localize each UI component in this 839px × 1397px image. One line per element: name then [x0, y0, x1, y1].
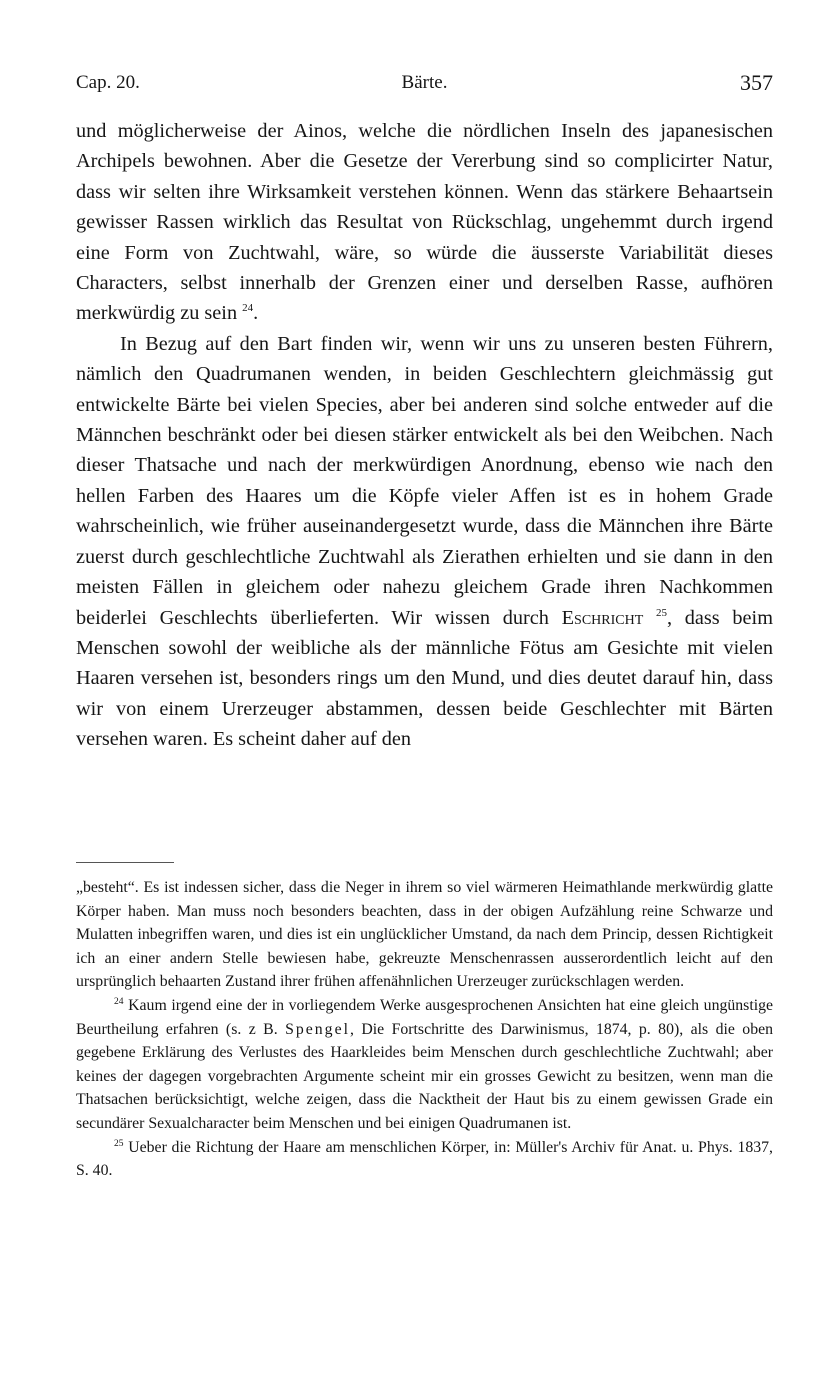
paragraph-1-text: und möglicherweise der Ainos, welche die nördlichen Inseln des japanesischen Archipels bewohnen. Aber die Gesetze der Vererbung sind so complicirter Natur, dass wir selten ihre Wirksamkeit verstehen können. Wenn das stärkere Behaartsein gewisser Rassen wirklich das Resultat von Rückschlag, ungehemmt durch irgend eine Form von Zuchtwahl, wäre, so würde die äusserste Variabilität dieses Characters, selbst innerhalb der Grenzen einer und derselben Rasse, aufhören merkwürdig zu sein — [76, 120, 773, 325]
chapter-label: Cap. 20. — [76, 72, 140, 93]
paragraph-1-end: . — [253, 302, 259, 325]
footnote-25 — [76, 1136, 773, 1183]
main-text — [76, 116, 773, 755]
footnote-24-text-a: Kaum irgend eine der in vorliegendem Werke ausgesprochenen Ansichten hat eine gleich ungünstige Beurtheilung erfahren (s. z B. — [76, 996, 774, 1038]
footnote-24-text-b: , Die Fortschritte des Darwinismus, 1874, p. 80), als die oben gegebene Erklärung des Verlustes des Haarkleides beim Menschen durch geschlechtliche Zuchtwahl; aber keines der dagegen vorgebrachten Argumente scheint mir ein grosses Gewicht zu besitzen, wenn man die Thatsachen berücksichtigt, welche zeigen, dass die Nacktheit der Haut bis zu einem gewissen Grade ein secundärer Sexualcharacter beim Menschen und bei einigen Quadrumanen ist. — [76, 1020, 774, 1132]
paragraph-2-text-b: , dass beim Menschen sowohl der weibliche als der männliche Fötus am Gesichte mit vielen Haaren versehen ist, besonders rings um den Mund, und dies deutet darauf hin, dass wir von einem Urerzeuger abstammen, dessen beide Geschlechter mit Bärten versehen waren. Es scheint daher auf den — [76, 606, 773, 751]
footnote-25-text: Ueber die Richtung der Haare am menschlichen Körper, in: Müller's Archiv für Anat. u. Phys. 1837, S. 40. — [76, 1138, 773, 1180]
paragraph-2-text-a: In Bezug auf den Bart finden wir, wenn wir uns zu unseren besten Führern, nämlich den Quadrumanen wenden, in beiden Geschlechtern gleichmässig gut entwickelte Bärte bei vielen Species, aber bei anderen sind solche entweder auf die Männchen beschränkt oder bei diesen stärker entwickelt als bei den Weibchen. Nach dieser Thatsache und nach der merkwürdigen Anordnung, ebenso wie nach den hellen Farben des Haares um die Köpfe vieler Affen ist es in hohem Grade wahrscheinlich, wie früher auseinandergesetzt wurde, dass die Männchen ihre Bärte zuerst durch geschlechtliche Zuchtwahl als Zierathen erhielten und sie dann in den meisten Fällen in gleichem oder nahezu gleichem Grade ihren Nachkommen beiderlei Geschlechts überlieferten. Wir wissen durch — [76, 332, 773, 629]
footnote-25-mark: 25 — [114, 1138, 124, 1149]
paragraph-2 — [76, 329, 773, 755]
page-number: 357 — [740, 70, 773, 95]
footnote-ref-25: 25 — [655, 606, 667, 619]
footnote-divider — [76, 862, 174, 863]
author-name-eschricht: Eschricht — [561, 606, 644, 629]
running-header — [76, 68, 773, 98]
footnote-continuation: „besteht“. Es ist indessen sicher, dass die Neger in ihrem so viel wärmeren Heimathlande merkwürdig glatte Körper haben. Man muss noch besonders beachten, dass in der obigen Aufzählung reine Schwarze und Mulatten inbegriffen waren, und dies ist ein unglücklicher Umstand, da nach dem Princip, dessen Richtigkeit ich an einer andern Stelle bewiesen habe, gekreuzte Menschenrassen ausserordentlich leicht auf den ursprünglich behaarten Zustand ihrer frühen affenähnlichen Urerzeuger zurückschlagen werden. — [76, 879, 773, 991]
footnote-24 — [76, 994, 773, 1136]
footnote-24-mark: 24 — [114, 996, 124, 1007]
paragraph-1 — [76, 116, 773, 329]
footnote-ref-24: 24 — [242, 302, 254, 315]
footnotes — [76, 876, 773, 1183]
running-title: Bärte. — [401, 72, 448, 93]
author-name-spengel: Spengel — [285, 1020, 350, 1038]
